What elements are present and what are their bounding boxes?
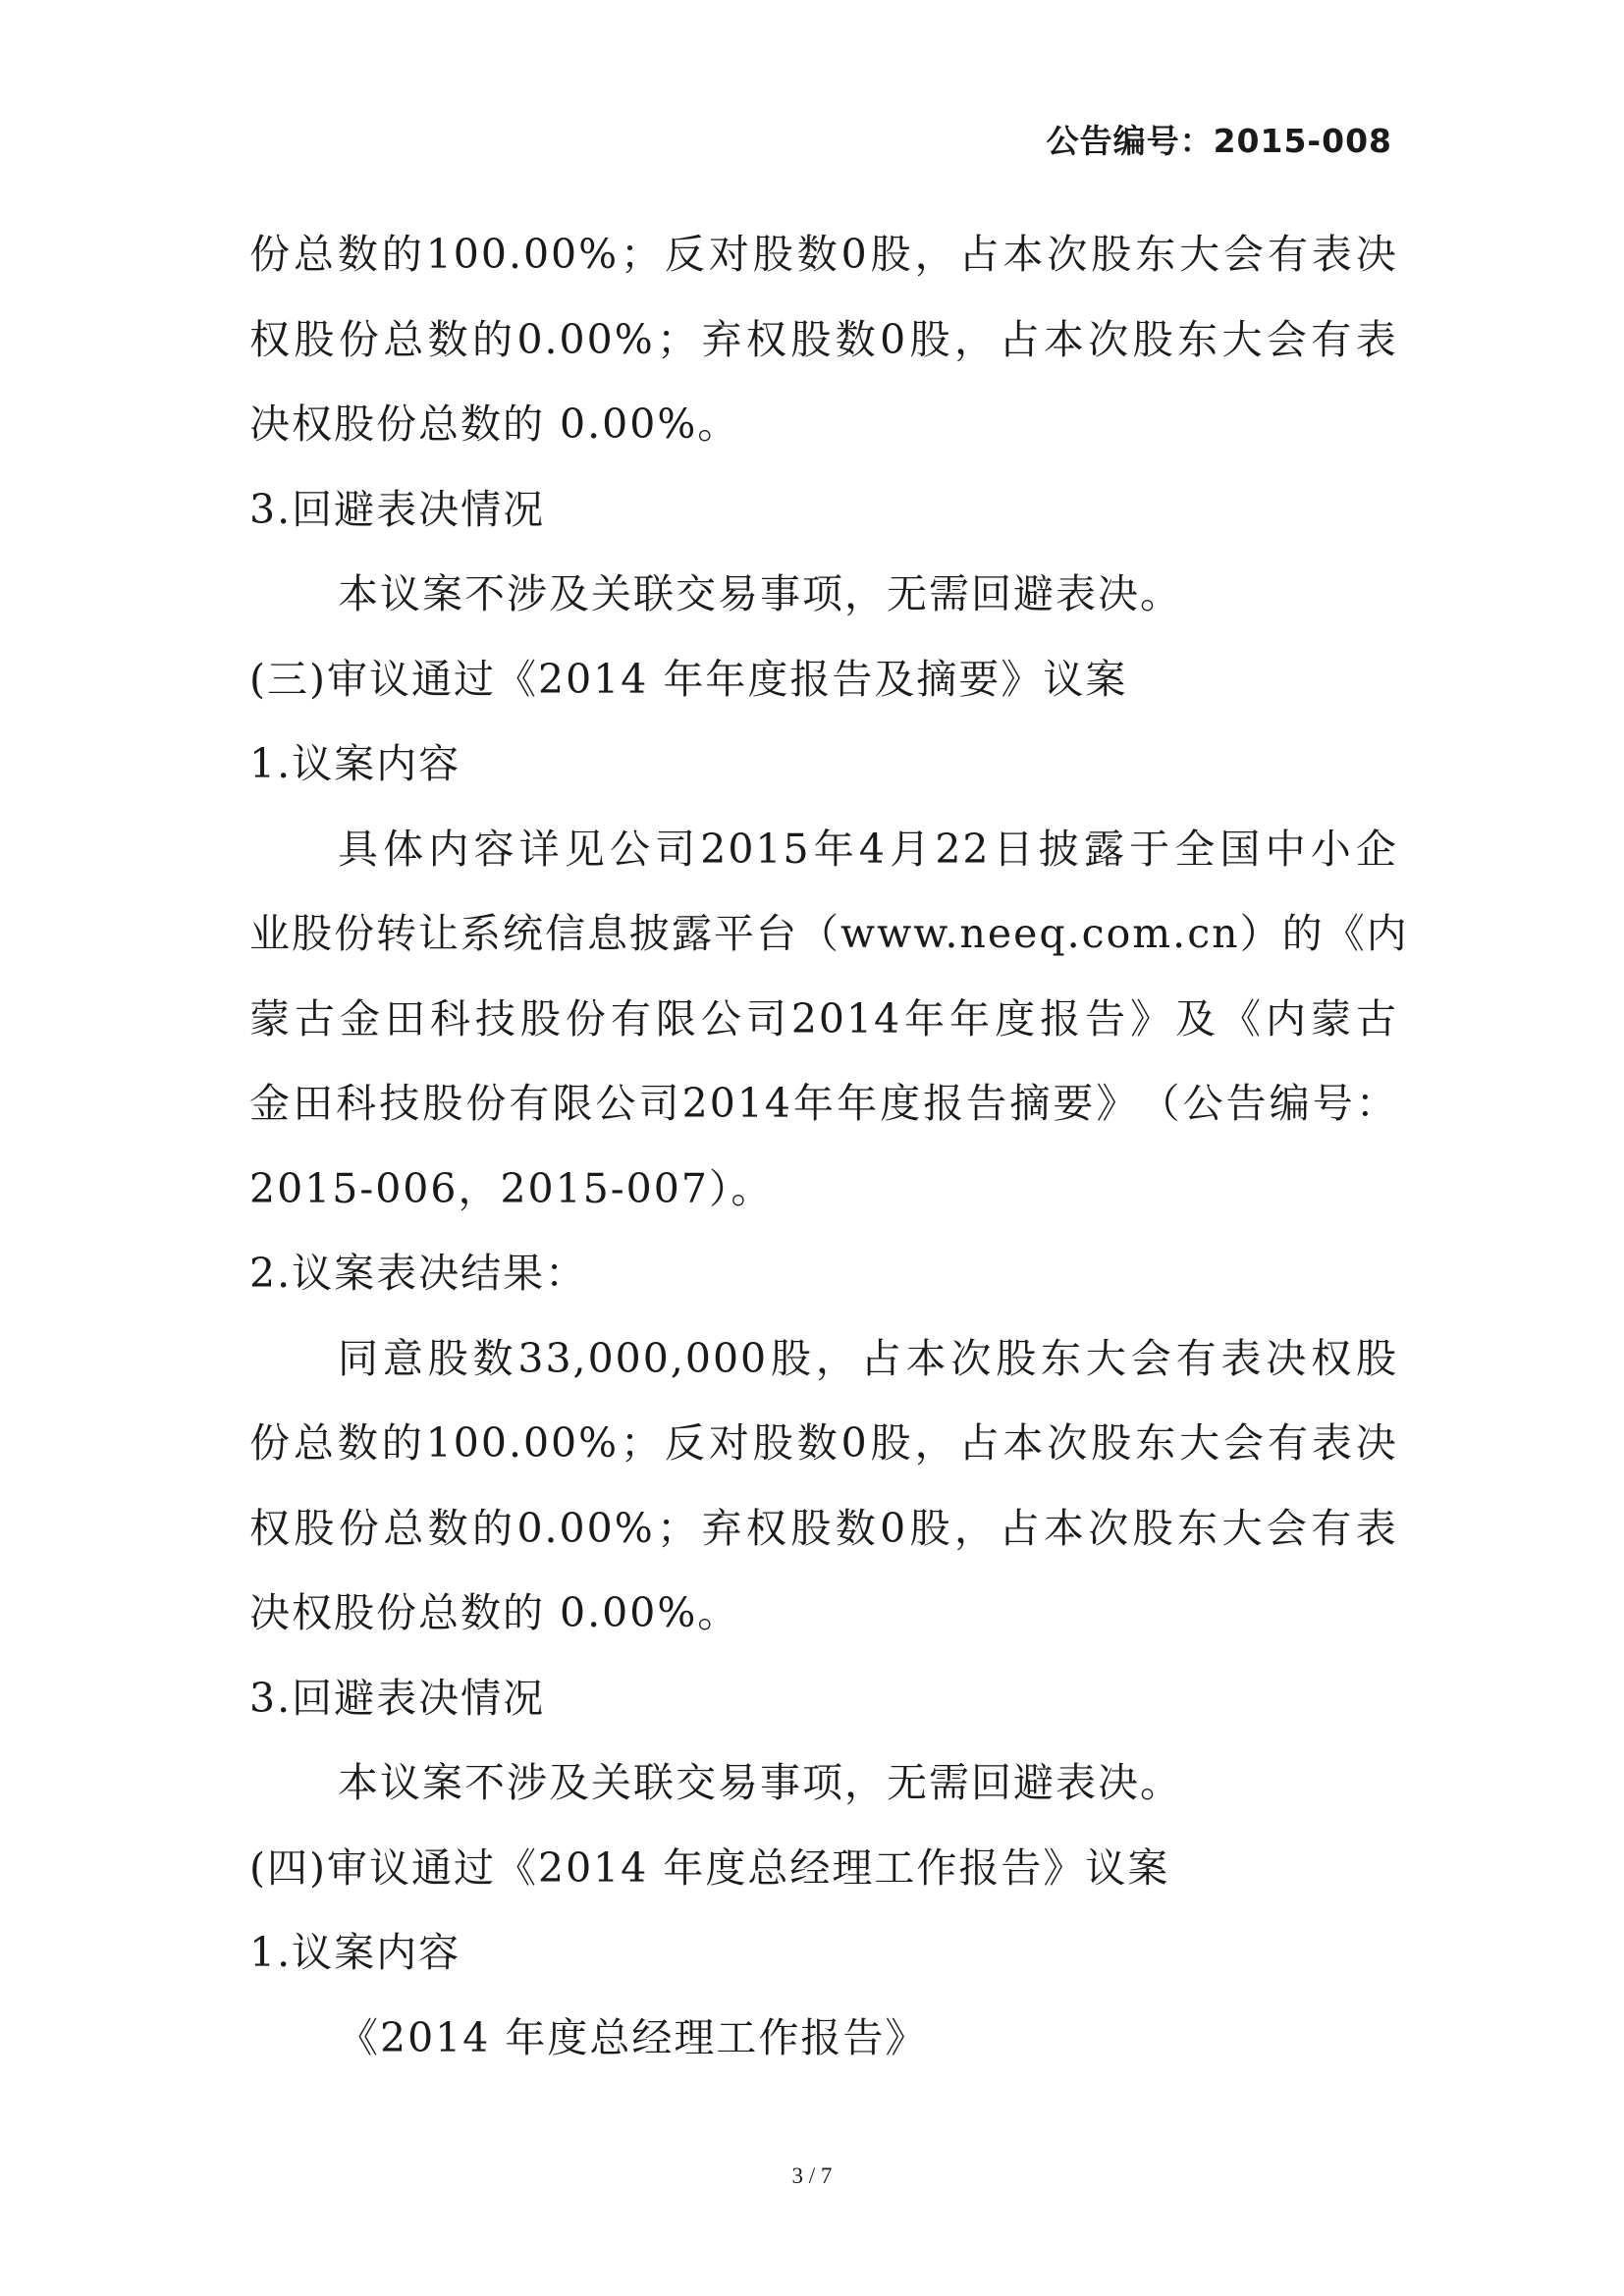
section-heading: (三)审议通过《2014 年年度报告及摘要》议案 [249,655,1128,703]
section-heading: 1.议案内容 [249,740,461,787]
text-line: 《2014 年度总经理工作报告》 [338,2013,928,2061]
section-heading: 3.回避表决情况 [249,1674,546,1722]
section-heading: 3.回避表决情况 [249,485,546,533]
text-line: 业 股 份 转 让 系 统 信 息 披 露 平 台 （ www.neeq.com.cn ） 的 《 内 [249,910,1409,957]
text-line: 权 股 份 总 数 的 0.00% ； 弃 权 股 数 0 股 ， 占 本 次 股 东 大 会 有 表 [249,1504,1398,1552]
text-line: 权 股 份 总 数 的 0.00% ； 弃 权 股 数 0 股 ， 占 本 次 股 东 大 会 有 表 [249,315,1398,363]
text-line: 蒙 古 金 田 科 技 股 份 有 限 公 司 2014 年 年 度 报 告 》 及 《 内 蒙 古 [249,994,1398,1042]
page-number: 3 / 7 [791,2163,833,2188]
text-line: 本议案不涉及关联交易事项，无需回避表决。 [338,570,1182,617]
text-line: 份 总 数 的 100.00% ； 反 对 股 数 0 股 ， 占 本 次 股 东 大 会 有 表 决 [249,1419,1398,1467]
section-heading: 1.议案内容 [249,1929,461,1976]
text-line: 2015-006，2015-007）。 [249,1164,774,1212]
text-line: 决权股份总数的 0.00%。 [249,400,740,448]
text-line: 本议案不涉及关联交易事项，无需回避表决。 [338,1759,1182,1806]
text-line: 金 田 科 技 股 份 有 限 公 司 2014 年 年 度 报 告 摘 要 》 （ 公 告 编 号 ： [249,1080,1398,1127]
text-line: 决权股份总数的 0.00%。 [249,1589,740,1636]
section-heading: (四)审议通过《2014 年度总经理工作报告》议案 [249,1843,1170,1892]
section-heading: 2.议案表决结果： [249,1250,588,1297]
text-line: 同 意 股 数 33,000,000 股 ， 占 本 次 股 东 大 会 有 表 决 权 股 [338,1334,1398,1382]
text-line: 具 体 内 容 详 见 公 司 2015 年 4 月 22 日 披 露 于 全 国 中 小 企 [338,825,1398,873]
document-body [249,212,1409,2080]
announcement-number: 公告编号：2015-008 [1046,122,1392,160]
text-line: 份 总 数 的 100.00% ； 反 对 股 数 0 股 ， 占 本 次 股 东 大 会 有 表 决 [249,231,1398,278]
